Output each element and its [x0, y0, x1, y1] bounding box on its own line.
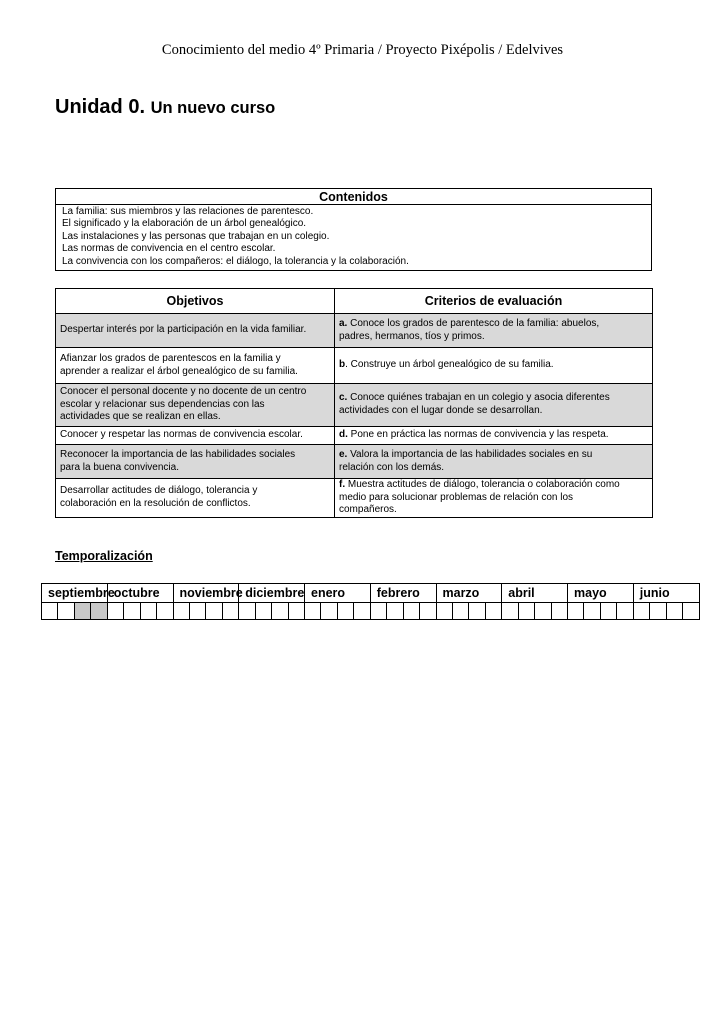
month-marzo: marzo: [436, 584, 502, 603]
week-cell: [666, 603, 682, 620]
unit-number: Unidad 0.: [55, 96, 146, 118]
week-cell: [436, 603, 452, 620]
week-cell: [189, 603, 205, 620]
criterio-label: e.: [339, 448, 348, 460]
criterio-cell: [335, 348, 653, 384]
contenidos-heading: Contenidos: [56, 189, 652, 205]
week-cell: [354, 603, 370, 620]
table-row: [56, 427, 653, 445]
week-cell: [58, 603, 74, 620]
temporalizacion-title: Temporalización: [55, 549, 153, 563]
week-cell: [617, 603, 633, 620]
objetivo-text: escolar y relacionar sus dependencias con las: [60, 398, 265, 410]
week-cell: [551, 603, 567, 620]
objetivos-table: [55, 288, 653, 518]
month-enero: enero: [305, 584, 371, 603]
objetivo-text: Conocer y respetar las normas de convivencia escolar.: [60, 429, 303, 441]
week-cell: [74, 603, 90, 620]
objetivo-text: Afianzar los grados de parentescos en la familia y: [60, 352, 281, 364]
week-cell: [305, 603, 321, 620]
criterio-cell: [335, 445, 653, 479]
month-febrero: febrero: [370, 584, 436, 603]
criterio-label: f.: [339, 479, 346, 490]
criterio-label: d.: [339, 429, 348, 441]
week-cell: [288, 603, 304, 620]
week-cell: [255, 603, 271, 620]
contenido-item: Las normas de convivencia en el centro escolar.: [62, 243, 276, 255]
criterio-cell: [335, 314, 653, 348]
week-cell: [91, 603, 107, 620]
month-diciembre: diciembre: [239, 584, 305, 603]
page-header: Conocimiento del medio 4º Primaria / Proyecto Pixépolis / Edelvives: [161, 42, 564, 58]
objetivo-cell: [56, 427, 335, 445]
contenidos-list: [56, 205, 652, 271]
contenido-item: La familia: sus miembros y las relaciones de parentesco.: [62, 206, 314, 217]
criterio-cell: [335, 479, 653, 518]
objetivo-text: Desarrollar actitudes de diálogo, tolerancia y: [60, 485, 258, 497]
week-cell: [239, 603, 255, 620]
criterio-text: relación con los demás.: [339, 461, 445, 473]
table-row: [56, 479, 653, 518]
week-cell: [469, 603, 485, 620]
unit-subtitle: Un nuevo curso: [150, 99, 276, 117]
month-mayo: mayo: [568, 584, 634, 603]
week-cell: [650, 603, 666, 620]
temporalizacion-table: [41, 583, 700, 620]
criterio-text: padres, hermanos, tíos y primos.: [339, 330, 485, 342]
criterio-text: actividades con el lugar donde se desarrollan.: [339, 405, 543, 416]
week-cell: [584, 603, 600, 620]
criterio-text: Valora la importancia de las habilidades sociales en su: [350, 448, 593, 460]
objetivo-text: colaboración en la resolución de conflictos.: [60, 497, 251, 509]
objetivo-text: Despertar interés por la participación en la vida familiar.: [60, 324, 307, 336]
criterio-label: a.: [339, 317, 348, 329]
table-row: [56, 314, 653, 348]
criterios-heading: Criterios de evaluación: [335, 289, 653, 314]
criterio-text: compañeros.: [339, 504, 397, 516]
week-cell: [403, 603, 419, 620]
week-cell: [518, 603, 534, 620]
objetivo-cell: [56, 348, 335, 384]
week-cell: [206, 603, 222, 620]
month-noviembre: noviembre: [173, 584, 239, 603]
week-cell: [157, 603, 173, 620]
week-cell: [173, 603, 189, 620]
week-cell: [272, 603, 288, 620]
week-cell: [452, 603, 468, 620]
week-cell: [535, 603, 551, 620]
month-septiembre: septiembre: [42, 584, 108, 603]
criterio-cell: [335, 384, 653, 427]
table-row: [56, 445, 653, 479]
objetivo-text: aprender a realizar el árbol genealógico de su familia.: [60, 365, 298, 377]
week-cell: [502, 603, 518, 620]
criterio-label: c.: [339, 392, 348, 404]
week-cell: [420, 603, 436, 620]
week-cell: [107, 603, 123, 620]
criterio-text: medio para solucionar problemas de relación con los: [339, 491, 574, 503]
criterio-text: Muestra actitudes de diálogo, tolerancia o colaboración como: [347, 479, 620, 490]
week-cell: [485, 603, 501, 620]
objetivo-text: Reconocer la importancia de las habilidades sociales: [60, 448, 296, 460]
week-cell: [222, 603, 238, 620]
contenido-item: Las instalaciones y las personas que trabajan en un colegio.: [62, 230, 330, 242]
objetivo-text: actividades que se realizan en ellas.: [60, 411, 221, 423]
objetivo-text: para la buena convivencia.: [60, 461, 179, 473]
contenidos-table: [55, 188, 652, 271]
criterio-cell: [335, 427, 653, 445]
contenido-item: El significado y la elaboración de un árbol genealógico.: [62, 218, 307, 230]
objetivo-cell: [56, 479, 335, 518]
month-octubre: octubre: [107, 584, 173, 603]
objetivo-cell: [56, 384, 335, 427]
week-cell: [321, 603, 337, 620]
week-cell: [633, 603, 649, 620]
criterio-text: Conoce quiénes trabajan en un colegio y asocia diferentes: [350, 392, 610, 404]
week-cell: [42, 603, 58, 620]
week-cell: [370, 603, 386, 620]
objetivo-text: Conocer el personal docente y no docente de un centro: [60, 386, 307, 398]
week-cell: [568, 603, 584, 620]
week-cell: [124, 603, 140, 620]
objetivo-cell: [56, 445, 335, 479]
month-junio: junio: [633, 584, 699, 603]
table-row: [56, 348, 653, 384]
month-abril: abril: [502, 584, 568, 603]
objetivo-cell: [56, 314, 335, 348]
criterio-text: Pone en práctica las normas de convivencia y las respeta.: [350, 429, 609, 441]
criterio-text: . Construye un árbol genealógico de su familia.: [345, 359, 554, 371]
objetivos-heading: Objetivos: [56, 289, 335, 314]
criterio-text: Conoce los grados de parentesco de la familia: abuelos,: [350, 317, 600, 329]
contenido-item: La convivencia con los compañeros: el diálogo, la tolerancia y la colaboración.: [62, 255, 409, 267]
week-cell: [140, 603, 156, 620]
table-row: [56, 384, 653, 427]
week-cell: [600, 603, 616, 620]
week-cell: [387, 603, 403, 620]
week-cell: [683, 603, 700, 620]
criterio-label: b: [339, 359, 346, 371]
unit-title: [55, 96, 275, 119]
week-cell: [337, 603, 353, 620]
